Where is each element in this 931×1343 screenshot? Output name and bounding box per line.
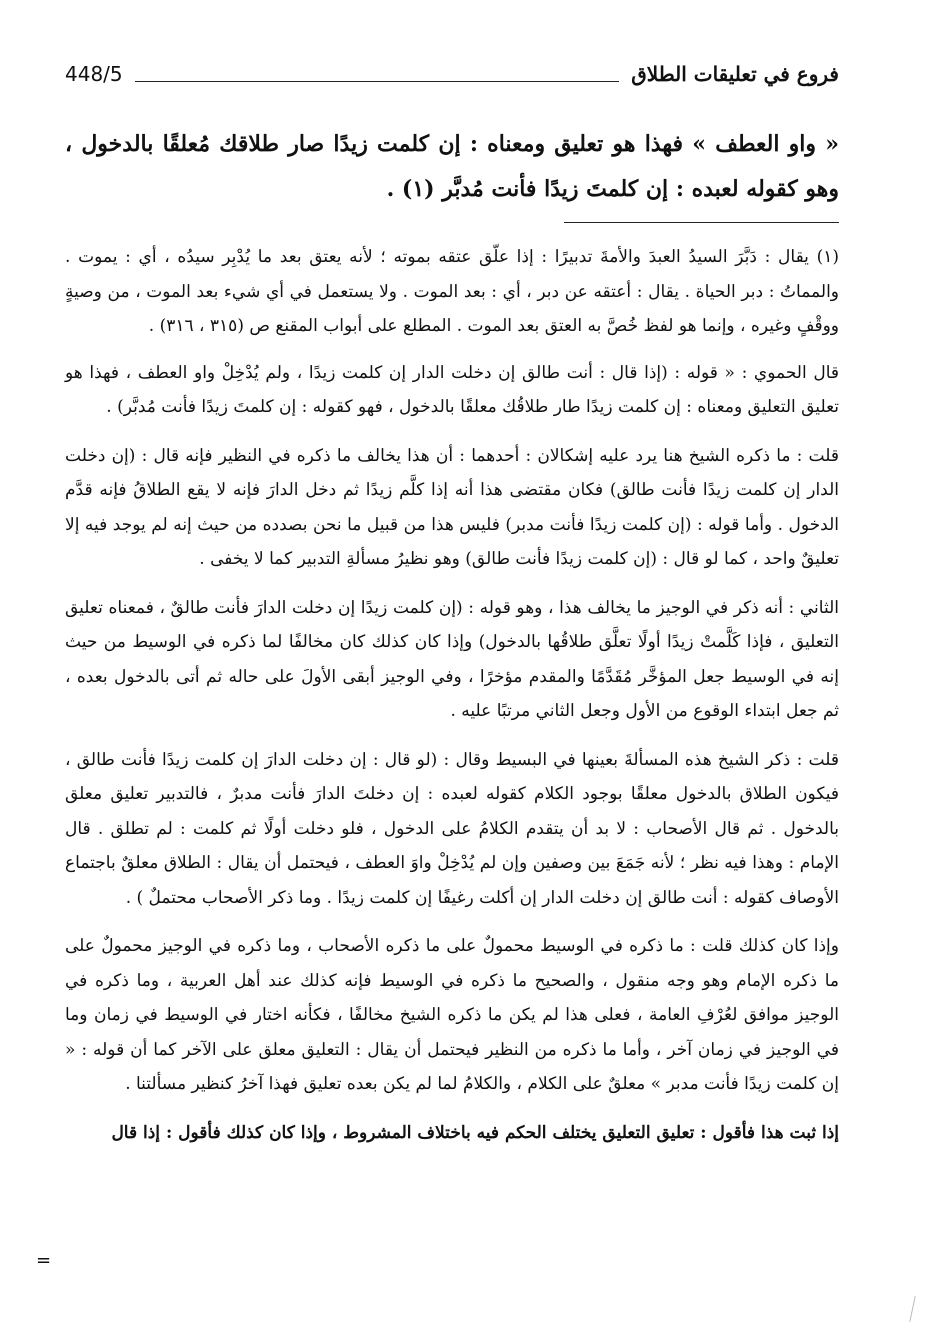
footnote-separator bbox=[564, 222, 839, 223]
notes-section bbox=[65, 240, 839, 1164]
header-rule bbox=[135, 81, 620, 82]
continuation-mark: = bbox=[36, 1250, 52, 1271]
commentary-paragraph-5: وإذا كان كذلك قلت : ما ذكره في الوسيط محمولٌ على ما ذكره الأصحاب ، وما ذكره في الوجيز محمولٌ على ما ذكره الإمام وهو وجه منقول ، والصحيح ما ذكره في الوسيط فإنه كذلك عند أهل العربية ، وما ذكره في الوجيز موافق لعُرْفِ العامة ، فعلى هذا لم يكن ما ذكره الشيخ مخالفًا ، فكأنه اختار في الوسيط في زمان وما في الوجيز في زمان آخر ، وأما ما ذكره من النظير فيحتمل أن يقال : التعليق معلق على الآخر كما أن قوله : « إن كلمت زيدًا فأنت مدبر » معلقٌ على الكلام ، والكلامُ لما لم يكن بعده تعليق فهذا آخرُ كنظير مسألتنا . bbox=[65, 936, 839, 1094]
continuation-line: إذا ثبت هذا فأقول : تعليق التعليق يختلف الحكم فيه باختلاف المشروط ، وإذا كان كذلك فأقول : إذا قال bbox=[111, 1122, 839, 1143]
commentary-paragraph-1: قال الحموي : « قوله : (إذا قال : أنت طالق إن دخلت الدار إن كلمت زيدًا ، ولم يُدْخِلْ واو العطف ، فهذا هو تعليق التعليق ومعناه : إن كلمت زيدًا طار طلاقُك معلقًا بالدخول ، فهو كقوله : إن كلمتَ زيدًا فأنت مُدبَّر) . bbox=[65, 362, 839, 417]
scan-mark bbox=[909, 1296, 915, 1322]
commentary-paragraph-4: قلت : ذكر الشيخ هذه المسألةَ بعينها في البسيط وقال : (لو قال : إن دخلت الدارَ إن كلمت زيدًا فأنت طالق ، فيكون الطلاق بالدخول معلقًا بوجود الكلام كقوله لعبده : إن دخلتَ الدارَ فأنت مدبرٌ ، فالتدبير تعليق معلق بالدخول . ثم قال الأصحاب : لا بد أن يتقدم الكلامُ على الدخول ، فلو دخلت أولًا ثم كلمت : لم تطلق . قال الإمام : وهذا فيه نظر ؛ لأنه جَمَعَ بين وصفين وإن لم يُدْخِلْ واوَ العطف ، فيحتمل أن يقال : الطلاق معلقٌ باجتماع الأوصاف كقوله : أنت طالق إن دخلت الدار إن أكلت رغيفًا إن كلمت زيدًا . وما ذكر الأصحاب محتملٌ ) . bbox=[65, 749, 839, 908]
main-paragraph: « واو العطف » فهذا هو تعليق ومعناه : إن كلمت زيدًا صار طلاقك مُعلقًا بالدخول ، وهو كقوله لعبده : إن كلمتَ زيدًا فأنت مُدبَّر (١) . bbox=[65, 131, 839, 202]
footnote-1: (١) يقال : دَبَّرَ السيدُ العبدَ والأمةَ تدبيرًا : إذا علّق عتقه بموته ؛ لأنه يعتق بعد ما يُدْبِر سيدُه ، أي : يموت . والمماتُ : دبر الحياة . يقال : أعتقه عن دبر ، أي : بعد الموت . ولا يستعمل في أي شيء بعد الموت ، من وصيةٍ ووقْفٍ وغيره ، وإنما هو لفظ خُصَّ به العتق بعد الموت . المطلع على أبواب المقنع ص (٣١٥ ، ٣١٦) . bbox=[65, 247, 839, 336]
running-header bbox=[65, 58, 839, 92]
commentary-paragraph-2: قلت : ما ذكره الشيخ هنا يرد عليه إشكالان : أحدهما : أن هذا يخالف ما ذكره في النظير فإنه قال : (إن دخلت الدار إن كلمت زيدًا فأنت طالق) فكان مقتضى هذا أنه إذا كلَّم زيدًا ثم دخل الدارَ فإنه لا يقع الطلاقُ فإنه قدَّم الدخول . وأما قوله : (إن كلمت زيدًا فأنت مدبر) فليس هذا من قبيل ما نحن بصدده من حيث إنه لم يوجد فيه إلا تعليقٌ واحد ، كما لو قال : (إن كلمت زيدًا فأنت طالق) وهو نظيرُ مسألةِ التدبير كما لا يخفى . bbox=[65, 445, 839, 569]
main-text bbox=[65, 122, 839, 212]
page-number: 448/5 bbox=[65, 62, 123, 86]
running-title: فروع في تعليقات الطلاق bbox=[631, 62, 839, 86]
commentary-paragraph-3: الثاني : أنه ذكر في الوجيز ما يخالف هذا ، وهو قوله : (إن كلمت زيدًا إن دخلت الدارَ فأنت طالقٌ ، فمعناه تعليق التعليق ، فإذا كَلَّمتْ زيدًا أولًا تعلَّق طلاقُها بالدخول) وإذا كان كذلك كان مخالفًا لما ذكره في الوسيط من حيث إنه في الوسيط جعل المؤخَّر مُقَدَّمًا والمقدم مؤخرًا ، وفي الوجيز أبقى الأولَ على حاله ثم أتى بالدخول بعده ، ثم جعل ابتداء الوقوع من الأول وجعل الثاني مرتبًا عليه . bbox=[65, 597, 839, 721]
